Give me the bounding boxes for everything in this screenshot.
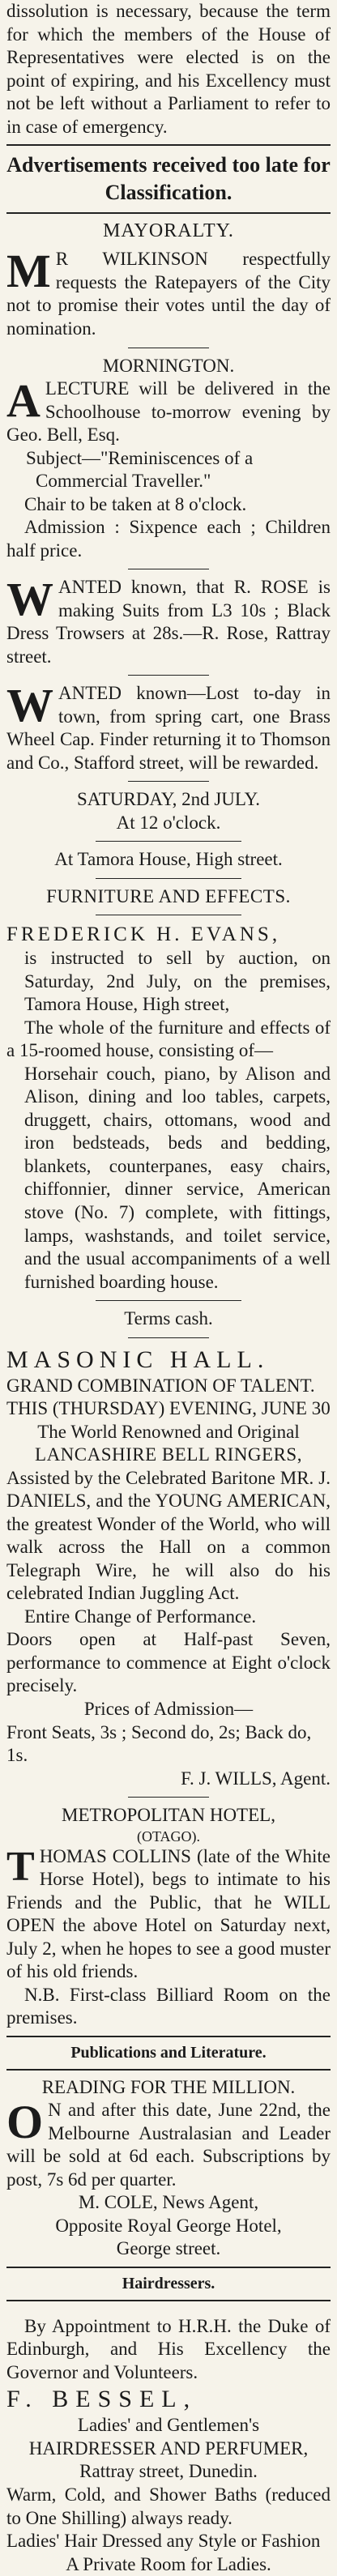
masonic-this: THIS (THURSDAY) EVENING, JUNE 30 <box>6 1398 331 1419</box>
drop-cap: O <box>6 2096 44 2149</box>
divider <box>6 212 331 214</box>
auction-place: At Tamora House, High street. <box>54 849 283 870</box>
divider <box>128 1337 209 1338</box>
divider <box>128 675 209 676</box>
classification-title: Advertisements received too late for Classification. <box>6 153 331 204</box>
auction-heading: FURNITURE AND EFFECTS. <box>46 885 291 906</box>
masonic-assisted: Assisted by the Celebrated Baritone MR. J. DANIELS, and the YOUNG AMERICAN, the greatest Wonder of the World, who will walk across the Hall on a common Telegraph Wire, he will also do his celebrated Indian Juggling Act. <box>6 1467 331 1604</box>
hair-name: F. BESSEL, <box>6 2386 198 2413</box>
drop-cap: A <box>6 374 41 428</box>
divider <box>96 841 241 842</box>
mayoralty-ad <box>6 245 331 340</box>
masonic-prices-label: Prices of Admission— <box>83 1698 254 1719</box>
divider <box>6 144 331 146</box>
mayoralty-body: R WILKINSON respectfully requests the Ratepayers of the City not to promise their votes until the day of nomination. <box>6 249 331 339</box>
auction-items: Horsehair couch, piano, by Alison and Alison, dining and loo tables, carpets, druggett, chairs, ottomans, wood and iron bedsteads, beds and bedding, blankets, counterpanes, easy chairs, chiffonnier, dinner service, American stove (No. 7) complete, with fittings, lamps, washstands, and toilet service, and the usual accompaniments of a well furnished boarding house. <box>24 1063 331 1292</box>
drop-cap: W <box>6 573 53 626</box>
reading-ad <box>6 2096 331 2191</box>
mornington-chair: Chair to be taken at 8 o'clock. <box>24 493 247 514</box>
hair-private: A Private Room for Ladies. <box>66 2553 271 2574</box>
mornington-ad <box>6 374 331 447</box>
hair-street: Rattray street, Dunedin. <box>79 2461 258 2482</box>
auction-date: SATURDAY, 2nd JULY. <box>76 789 261 810</box>
rose-body: ANTED known, that R. ROSE is making Suits from L3 10s ; Black Dress Trowsers at 28s.—R. Rose, Rattray street. <box>6 577 331 667</box>
masonic-doors: Doors open at Half-past Seven, performance to commence at Eight o'clock precisely. <box>6 1629 331 1696</box>
mayoralty-heading: MAYORALTY. <box>103 220 234 241</box>
auction-terms: Terms cash. <box>124 1308 213 1329</box>
drop-cap: W <box>6 679 53 732</box>
rose-ad <box>6 573 331 668</box>
divider <box>6 2267 331 2268</box>
hair-dressed: Ladies' Hair Dressed any Style or Fashion <box>6 2531 321 2552</box>
auction-whole: The whole of the furniture and effects of a 15-roomed house, consisting of— <box>6 1017 331 1061</box>
mornington-body: LECTURE will be delivered in the Schoolhouse to-morrow evening by Geo. Bell, Esq. <box>6 378 331 446</box>
divider <box>96 878 241 879</box>
masonic-grand: GRAND COMBINATION OF TALENT. <box>6 1375 315 1396</box>
divider <box>6 2036 331 2037</box>
article-tail: dissolution is necessary, because the term for which the members of the House of Representatives were elected is on the point of expiring, and his Excellency must not be left without a Parliament to refer to in case of emergency. <box>6 1 331 137</box>
lost-body: ANTED known—Lost to-day in town, from spring cart, one Brass Wheel Cap. Finder returning it to Thomson and Co., Stafford street, will be rewarded. <box>6 683 331 773</box>
publications-heading: Publications and Literature. <box>70 2044 267 2062</box>
hotel-body: HOMAS COLLINS (late of the White Horse Hotel), begs to intimate to his Friends and the Public, that he WILL OPEN the above Hotel on Saturday next, July 2, when he hopes to see a good muster of his old friends. <box>6 1845 331 1982</box>
hairdressers-heading: Hairdressers. <box>122 2274 215 2292</box>
reading-address-1: Opposite Royal George Hotel, <box>55 2215 282 2236</box>
hotel-subheading: (OTAGO). <box>136 1828 201 1845</box>
hair-ladies: Ladies' and Gentlemen's <box>77 2415 260 2436</box>
drop-cap: T <box>6 1843 35 1890</box>
divider <box>6 2300 331 2301</box>
hotel-heading: METROPOLITAN HOTEL, <box>62 1805 275 1826</box>
auctioneer-name: FREDERICK H. EVANS, <box>6 923 281 946</box>
divider <box>96 1300 241 1301</box>
hotel-note: N.B. First-class Billiard Room on the premises. <box>6 1984 331 2028</box>
hotel-ad <box>6 1845 331 1984</box>
masonic-agent: F. J. WILLS, Agent. <box>181 1768 331 1789</box>
masonic-ringers: LANCASHIRE BELL RINGERS, <box>35 1444 302 1465</box>
masonic-prices: Front Seats, 3s ; Second do, 2s; Back do, 1s. <box>6 1721 312 1766</box>
mornington-subject: Subject—"Reminiscences of a Commercial Traveller." <box>26 447 254 492</box>
reading-heading: READING FOR THE MILLION. <box>41 2076 296 2097</box>
masonic-heading: MASONIC HALL. <box>6 1346 270 1373</box>
masonic-change: Entire Change of Performance. <box>24 1606 257 1627</box>
drop-cap: M <box>6 245 51 298</box>
hair-baths: Warm, Cold, and Shower Baths (reduced to One Shilling) always ready. <box>6 2484 331 2528</box>
auction-intro: is instructed to sell by auction, on Saturday, 2nd July, on the premises, Tamora House, High street, <box>24 948 331 1015</box>
divider <box>128 1797 209 1798</box>
divider <box>128 781 209 782</box>
lost-ad <box>6 679 331 774</box>
masonic-world: The World Renowned and Original <box>37 1421 300 1442</box>
hair-trade: HAIRDRESSER AND PERFUMER, <box>28 2437 309 2459</box>
reading-address-2: George street. <box>116 2238 221 2259</box>
mornington-admission: Admission : Sixpence each ; Children half price. <box>6 517 331 561</box>
mornington-heading: MORNINGTON. <box>102 355 235 376</box>
hair-appointment: By Appointment to H.R.H. the Duke of Edinburgh, and His Excellency the Governor and Volunteers. <box>6 2315 331 2382</box>
auction-time: At 12 o'clock. <box>116 812 221 833</box>
divider <box>6 2069 331 2071</box>
reading-name: M. COLE, News Agent, <box>78 2192 259 2213</box>
reading-body: N and after this date, June 22nd, the Melbourne Australasian and Leader will be sold at 6d each. Subscriptions by post, 7s 6d per quarter. <box>6 2100 331 2190</box>
